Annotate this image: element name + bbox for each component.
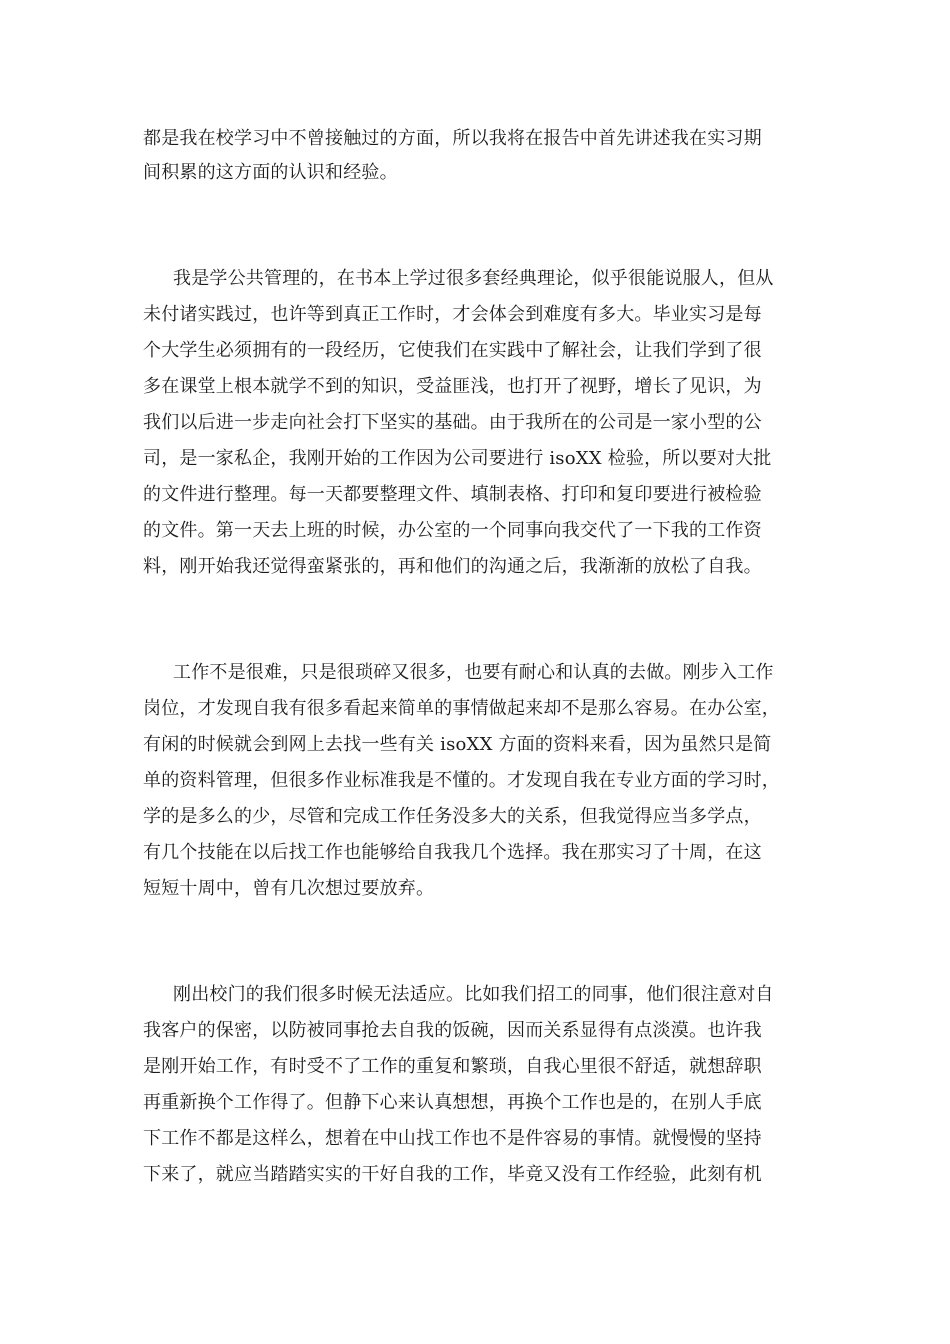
paragraph-3-line-2: 岗位，才发现自我有很多看起来简单的事情做起来却不是那么容易。在办公室，	[143, 698, 780, 719]
paragraph-1-line-1: 都是我在校学习中不曾接触过的方面，所以我将在报告中首先讲述我在实习期	[143, 128, 762, 149]
paragraph-2-line-6: 司，是一家私企，我刚开始的工作因为公司要进行 isoXX 检验，所以要对大批	[143, 448, 772, 469]
paragraph-4-line-3: 是刚开始工作，有时受不了工作的重复和繁琐，自我心里很不舒适，就想辞职	[143, 1056, 762, 1077]
paragraph-2-line-2: 未付诸实践过，也许等到真正工作时，才会体会到难度有多大。毕业实习是每	[143, 304, 762, 325]
paragraph-3-line-1: 工作不是很难，只是很琐碎又很多，也要有耐心和认真的去做。刚步入工作	[173, 662, 774, 683]
paragraph-2-line-7: 的文件进行整理。每一天都要整理文件、填制表格、打印和复印要进行被检验	[143, 484, 762, 505]
paragraph-3-line-5: 学的是多么的少，尽管和完成工作任务没多大的关系，但我觉得应当多学点，	[143, 806, 762, 827]
paragraph-3-line-4: 单的资料管理，但很多作业标准我是不懂的。才发现自我在专业方面的学习时，	[143, 770, 780, 791]
paragraph-4-line-4: 再重新换个工作得了。但静下心来认真想想，再换个工作也是的，在别人手底	[143, 1092, 762, 1113]
paragraph-2-line-1: 我是学公共管理的，在书本上学过很多套经典理论，似乎很能说服人，但从	[173, 268, 774, 289]
paragraph-4-line-2: 我客户的保密，以防被同事抢去自我的饭碗，因而关系显得有点淡漠。也许我	[143, 1020, 762, 1041]
paragraph-1-line-2: 间积累的这方面的认识和经验。	[143, 162, 398, 183]
paragraph-4-line-5: 下工作不都是这样么，想着在中山找工作也不是件容易的事情。就慢慢的坚持	[143, 1128, 762, 1149]
paragraph-2-line-4: 多在课堂上根本就学不到的知识，受益匪浅，也打开了视野，增长了见识，为	[143, 376, 762, 397]
paragraph-3-line-6: 有几个技能在以后找工作也能够给自我我几个选择。我在那实习了十周，在这	[143, 842, 762, 863]
paragraph-2-line-5: 我们以后进一步走向社会打下坚实的基础。由于我所在的公司是一家小型的公	[143, 412, 762, 433]
paragraph-2-line-8: 的文件。第一天去上班的时候，办公室的一个同事向我交代了一下我的工作资	[143, 520, 762, 541]
paragraph-2-line-9: 料，刚开始我还觉得蛮紧张的，再和他们的沟通之后，我渐渐的放松了自我。	[143, 556, 762, 577]
paragraph-3-line-3: 有闲的时候就会到网上去找一些有关 isoXX 方面的资料来看，因为虽然只是简	[143, 734, 772, 755]
paragraph-4-line-6: 下来了，就应当踏踏实实的干好自我的工作，毕竟又没有工作经验，此刻有机	[143, 1164, 762, 1185]
paragraph-2-line-3: 个大学生必须拥有的一段经历，它使我们在实践中了解社会，让我们学到了很	[143, 340, 762, 361]
paragraph-4-line-1: 刚出校门的我们很多时候无法适应。比如我们招工的同事，他们很注意对自	[173, 984, 774, 1005]
paragraph-3-line-7: 短短十周中，曾有几次想过要放弃。	[143, 878, 435, 899]
